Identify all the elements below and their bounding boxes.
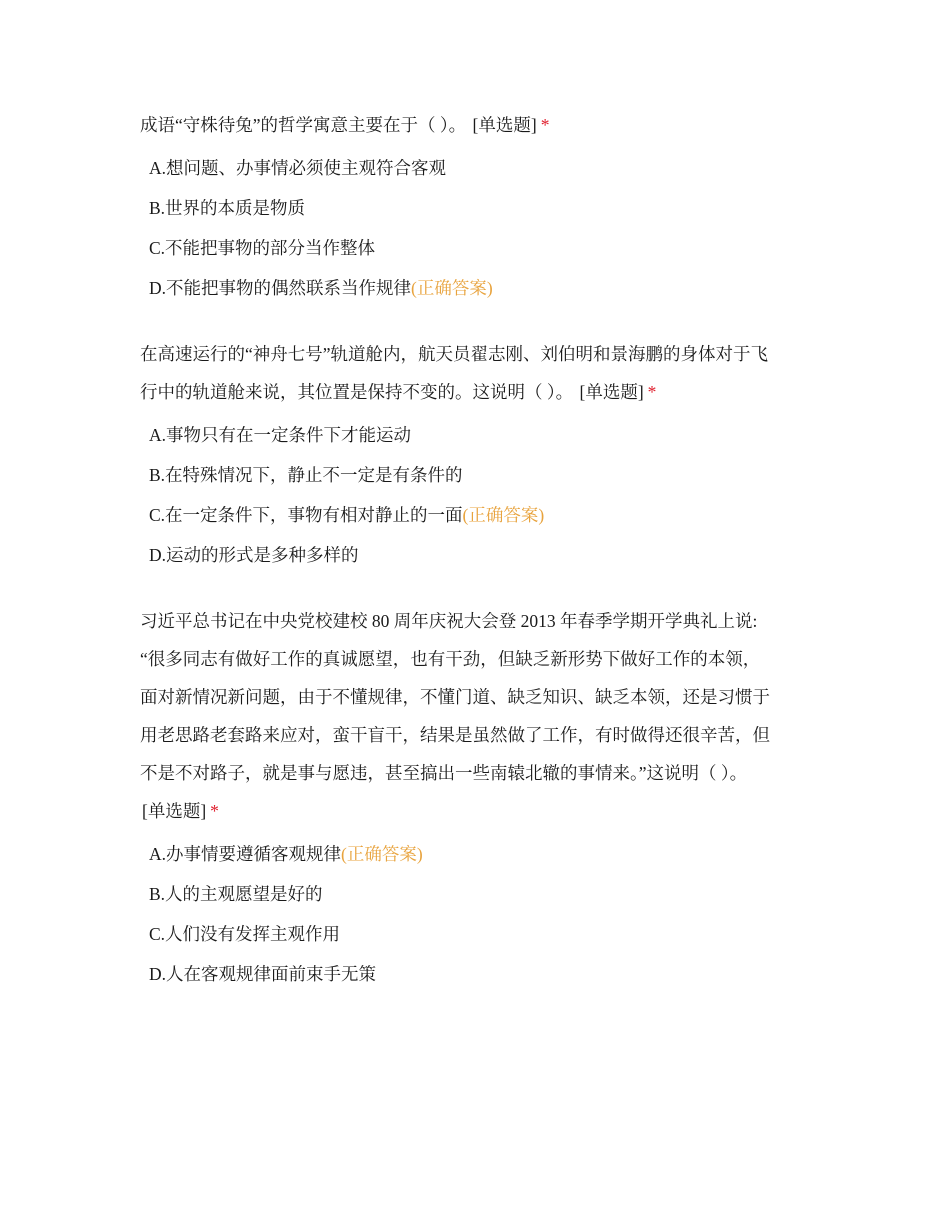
option-list (140, 148, 820, 308)
option-text: D.不能把事物的偶然联系当作规律 (149, 278, 412, 298)
question-stem-line: 用老思路老套路来应对，蛮干盲干，结果是虽然做了工作，有时做得还很辛苦，但 (140, 725, 770, 745)
question-stem-line: 行中的轨道舱来说，其位置是保持不变的。这说明（ ）。 (140, 382, 574, 402)
option-text: A.事物只有在一定条件下才能运动 (149, 425, 412, 445)
question-stem-line: 在高速运行的“神舟七号”轨道舱内，航天员翟志刚、刘伯明和景海鹏的身体对于飞 (140, 344, 769, 364)
question-stem-line: 习近平总书记在中央党校建校 80 周年庆祝大会登 2013 年春季学期开学典礼上说: (140, 611, 758, 631)
required-mark: * (647, 382, 657, 402)
question-type-label: [单选题] (579, 382, 644, 402)
option-text: B.在特殊情况下，静止不一定是有条件的 (149, 465, 463, 485)
question-stem-line: “很多同志有做好工作的真诚愿望，也有干劲，但缺乏新形势下做好工作的本领， (140, 649, 761, 669)
option-list (140, 834, 820, 994)
option-text: B.人的主观愿望是好的 (149, 884, 323, 904)
option-c[interactable] (149, 495, 820, 535)
question-stem (140, 335, 820, 411)
option-d[interactable] (149, 535, 820, 575)
option-b[interactable] (149, 455, 820, 495)
option-text: A.办事情要遵循客观规律 (149, 844, 342, 864)
option-text: D.人在客观规律面前束手无策 (149, 964, 377, 984)
correct-answer-mark: (正确答案) (341, 844, 423, 864)
option-c[interactable] (149, 228, 820, 268)
question-1 (140, 106, 820, 308)
option-d[interactable] (149, 268, 820, 308)
option-list (140, 415, 820, 575)
question-type-label: [单选题] (472, 115, 537, 135)
option-b[interactable] (149, 188, 820, 228)
option-c[interactable] (149, 914, 820, 954)
option-text: D.运动的形式是多种多样的 (149, 545, 359, 565)
question-3 (140, 602, 820, 994)
question-2 (140, 335, 820, 575)
required-mark: * (540, 115, 550, 135)
option-text: C.人们没有发挥主观作用 (149, 924, 341, 944)
question-stem-line: 面对新情况新问题，由于不懂规律，不懂门道、缺乏知识、缺乏本领，还是习惯于 (140, 687, 770, 707)
question-stem (140, 106, 820, 144)
question-stem-line: 不是不对路子，就是事与愿违，甚至搞出一些南辕北辙的事情来。”这说明（ ）。 (140, 763, 748, 783)
option-text: C.在一定条件下，事物有相对静止的一面 (149, 505, 463, 525)
option-a[interactable] (149, 148, 820, 188)
correct-answer-mark: (正确答案) (411, 278, 493, 298)
correct-answer-mark: (正确答案) (462, 505, 545, 525)
option-a[interactable] (149, 415, 820, 455)
option-text: C.不能把事物的部分当作整体 (149, 238, 376, 258)
option-text: B.世界的本质是物质 (149, 198, 306, 218)
option-a[interactable] (149, 834, 820, 874)
option-text: A.想问题、办事情必须使主观符合客观 (149, 158, 447, 178)
quiz-document (140, 106, 820, 1021)
option-d[interactable] (149, 954, 820, 994)
required-mark: * (210, 801, 219, 821)
question-stem-line: 成语“守株待兔”的哲学寓意主要在于（ ）。 (140, 115, 467, 135)
question-stem (140, 602, 820, 830)
question-type-label: [单选题] (142, 801, 207, 821)
option-b[interactable] (149, 874, 820, 914)
